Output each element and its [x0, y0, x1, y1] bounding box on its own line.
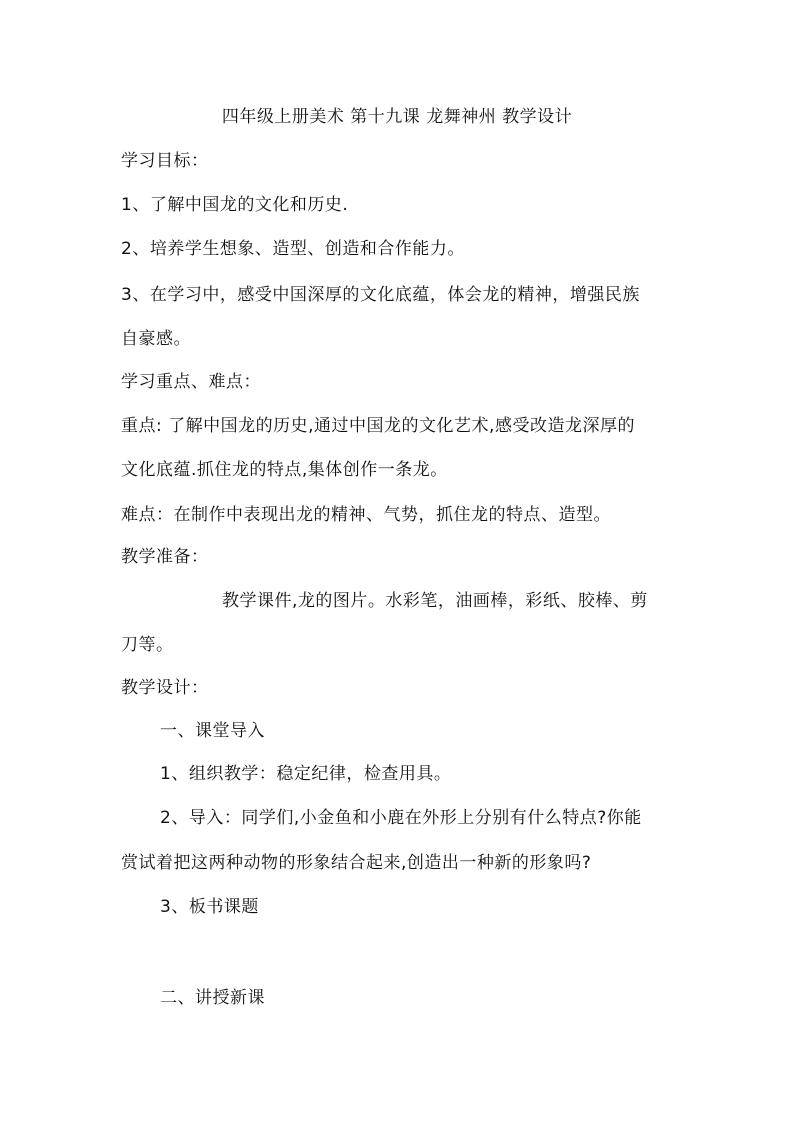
focus-line-2: 文化底蕴.抓住龙的特点,集体创作一条龙。: [121, 460, 448, 480]
objective-2: 2、培养学生想象、造型、创造和合作能力。: [121, 239, 465, 259]
design-heading: 教学设计：: [121, 678, 209, 698]
document-title: 四年级上册美术 第十九课 龙舞神州 教学设计: [221, 107, 573, 127]
objective-1: 1、了解中国龙的文化和历史.: [121, 195, 349, 215]
prep-heading: 教学准备：: [121, 547, 209, 567]
keypoints-heading: 学习重点、难点：: [121, 372, 261, 392]
prep-line-2: 刀等。: [121, 635, 174, 655]
step-2-line-1: 2、导入：同学们,小金鱼和小鹿在外形上分别有什么特点?你能: [160, 808, 642, 828]
step-3: 3、板书课题: [160, 897, 259, 917]
objective-3-line-2: 自豪感。: [121, 329, 191, 349]
section-1-heading: 一、课堂导入: [160, 721, 265, 741]
step-1: 1、组织教学：稳定纪律，检查用具。: [160, 764, 452, 784]
objective-3-line-1: 3、在学习中，感受中国深厚的文化底蕴，体会龙的精神，增强民族: [121, 285, 640, 305]
section-2-heading: 二、讲授新课: [160, 988, 265, 1008]
focus-line-1: 重点: 了解中国龙的历史,通过中国龙的文化艺术,感受改造龙深厚的: [121, 416, 635, 436]
objectives-heading: 学习目标：: [121, 151, 209, 171]
difficulty-line: 难点：在制作中表现出龙的精神、气势，抓住龙的特点、造型。: [121, 505, 611, 525]
step-2-line-2: 赏试着把这两种动物的形象结合起来,创造出一种新的形象吗?: [121, 853, 592, 873]
prep-line-1: 教学课件,龙的图片。水彩笔，油画棒，彩纸、胶棒、剪: [222, 591, 648, 611]
